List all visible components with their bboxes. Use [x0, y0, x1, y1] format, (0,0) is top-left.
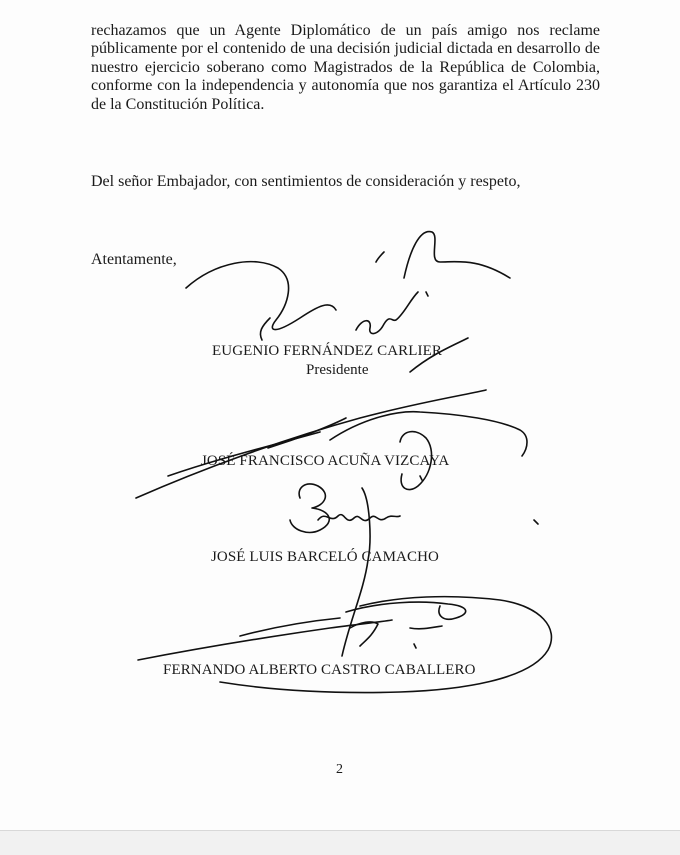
page-edge: [0, 830, 680, 855]
closing-salutation: Atentamente,: [91, 251, 177, 268]
signatory-name: EUGENIO FERNÁNDEZ CARLIER: [212, 343, 442, 359]
body-paragraph: rechazamos que un Agente Diplomático de un país amigo nos reclame públicamente por el contenido de una decisión judicial dictada en desarrollo de nuestro ejercicio soberano como Magistrados de la República de Colombia, conforme con la independencia y autonomía que nos garantiza el Artículo 230 de la Constitución Política.: [91, 22, 600, 113]
body-paragraph: Del señor Embajador, con sentimientos de consideración y respeto,: [91, 173, 521, 190]
page-number: 2: [336, 762, 343, 777]
signatory-name: FERNANDO ALBERTO CASTRO CABALLERO: [163, 662, 476, 678]
signatory-name: JOSÉ FRANCISCO ACUÑA VIZCAYA: [201, 453, 450, 469]
signatory-role: Presidente: [306, 362, 369, 378]
signatory-name: JOSÉ LUIS BARCELÓ CAMACHO: [211, 549, 439, 565]
